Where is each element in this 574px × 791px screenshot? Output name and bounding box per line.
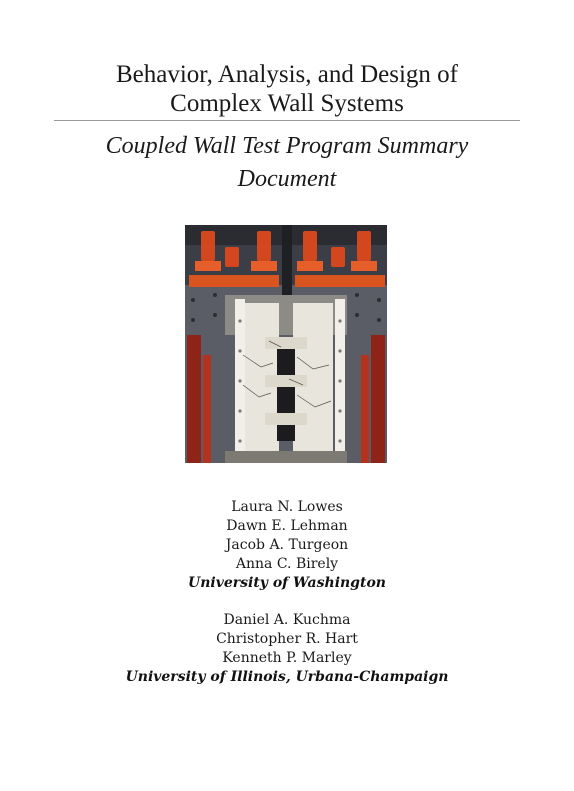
title-divider [54, 120, 520, 121]
author-name: Laura N. Lowes [231, 499, 343, 515]
author-affiliation: University of Illinois, Urbana-Champaign [125, 669, 449, 685]
author-name: Daniel A. Kuchma [223, 612, 351, 628]
author-name: Anna C. Birely [235, 556, 339, 572]
author-name: Jacob A. Turgeon [225, 537, 349, 553]
author-name: Christopher R. Hart [216, 631, 358, 647]
coupled-wall-test-photo [185, 225, 387, 463]
document-title-line-2: Complex Wall Systems [170, 90, 404, 117]
document-subtitle-line-2: Document [237, 166, 337, 192]
author-name: Dawn E. Lehman [226, 518, 348, 534]
document-title-line-1: Behavior, Analysis, and Design of [115, 61, 458, 88]
author-name: Kenneth P. Marley [222, 650, 352, 666]
document-subtitle-line-1: Coupled Wall Test Program Summary [105, 133, 469, 159]
author-affiliation: University of Washington [188, 575, 386, 591]
